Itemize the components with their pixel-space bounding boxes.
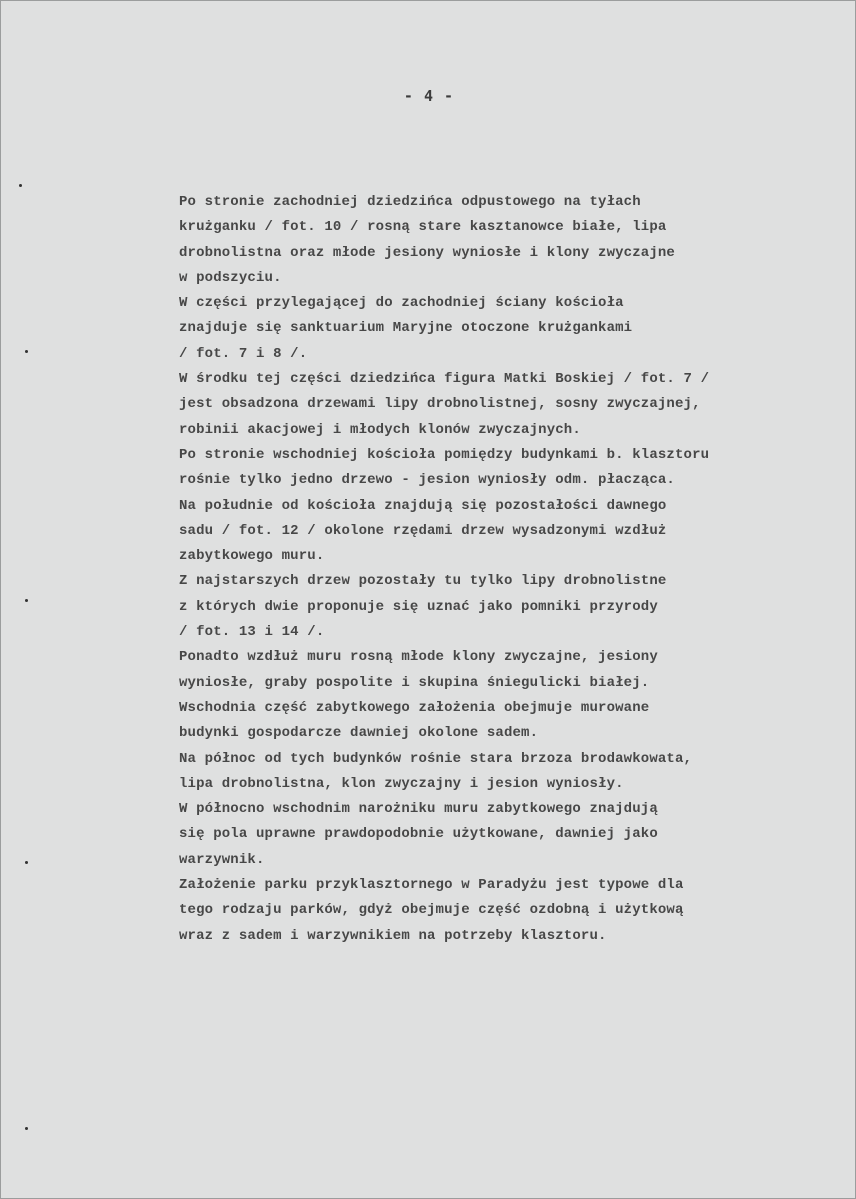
text-line: / fot. 13 i 14 /. xyxy=(179,624,325,641)
punch-mark-bottom xyxy=(25,1127,28,1130)
punch-mark-top xyxy=(19,184,22,187)
text-line: W części przylegającej do zachodniej ściany kościoła xyxy=(179,295,624,312)
text-line: sadu / fot. 12 / okolone rzędami drzew wysadzonymi wzdłuż xyxy=(179,522,667,539)
text-line: wyniosłe, graby pospolite i skupina śniegulicki białej. xyxy=(179,674,650,691)
text-line: Założenie parku przyklasztornego w Paradyżu jest typowe dla xyxy=(179,877,684,894)
text-line: W środku tej części dziedzińca figura Matki Boskiej / fot. 7 / xyxy=(179,371,710,388)
text-line: Po stronie wschodniej kościoła pomiędzy budynkami b. klasztoru xyxy=(179,446,710,463)
text-line: Na północ od tych budynków rośnie stara brzoza brodawkowata, xyxy=(179,750,693,767)
text-line: z których dwie proponuje się uznać jako pomniki przyrody xyxy=(179,598,658,615)
text-line: zabytkowego muru. xyxy=(179,548,325,565)
text-line: W północno wschodnim narożniku muru zabytkowego znajdują xyxy=(179,801,658,818)
document-body xyxy=(179,190,829,949)
text-line: rośnie tylko jedno drzewo - jesion wyniosły odm. płacząca. xyxy=(179,472,675,489)
text-line: Na południe od kościoła znajdują się pozostałości dawnego xyxy=(179,497,667,514)
text-line: / fot. 7 i 8 /. xyxy=(179,345,308,362)
text-line: lipa drobnolistna, klon zwyczajny i jesion wyniosły. xyxy=(179,775,624,792)
text-line: robinii akacjowej i młodych klonów zwyczajnych. xyxy=(179,421,581,438)
text-line: Po stronie zachodniej dziedzińca odpustowego na tyłach xyxy=(179,194,641,210)
text-line: tego rodzaju parków, gdyż obejmuje część ozdobną i użytkową xyxy=(179,902,684,919)
text-line: Wschodnia część zabytkowego założenia obejmuje murowane xyxy=(179,699,650,716)
punch-mark-lower xyxy=(25,861,28,864)
text-line: drobnolistna oraz młode jesiony wyniosłe i klony zwyczajne xyxy=(179,244,675,261)
text-line: budynki gospodarcze dawniej okolone sadem. xyxy=(179,725,539,742)
text-line: jest obsadzona drzewami lipy drobnolistnej, sosny zwyczajnej, xyxy=(179,396,701,413)
text-line: znajduje się sanktuarium Maryjne otoczone krużgankami xyxy=(179,320,633,337)
page-number: - 4 - xyxy=(403,87,455,105)
text-line: krużganku / fot. 10 / rosną stare kasztanowce białe, lipa xyxy=(179,219,667,236)
text-line: Z najstarszych drzew pozostały tu tylko lipy drobnolistne xyxy=(179,573,667,590)
text-line: warzywnik. xyxy=(179,851,265,868)
punch-mark-middle xyxy=(25,599,28,602)
text-line: się pola uprawne prawdopodobnie użytkowane, dawniej jako xyxy=(179,826,658,843)
text-line: w podszyciu. xyxy=(179,269,282,286)
text-line: Ponadto wzdłuż muru rosną młode klony zwyczajne, jesiony xyxy=(179,649,658,666)
text-line: wraz z sadem i warzywnikiem na potrzeby klasztoru. xyxy=(179,927,607,944)
punch-mark-upper xyxy=(25,350,28,353)
